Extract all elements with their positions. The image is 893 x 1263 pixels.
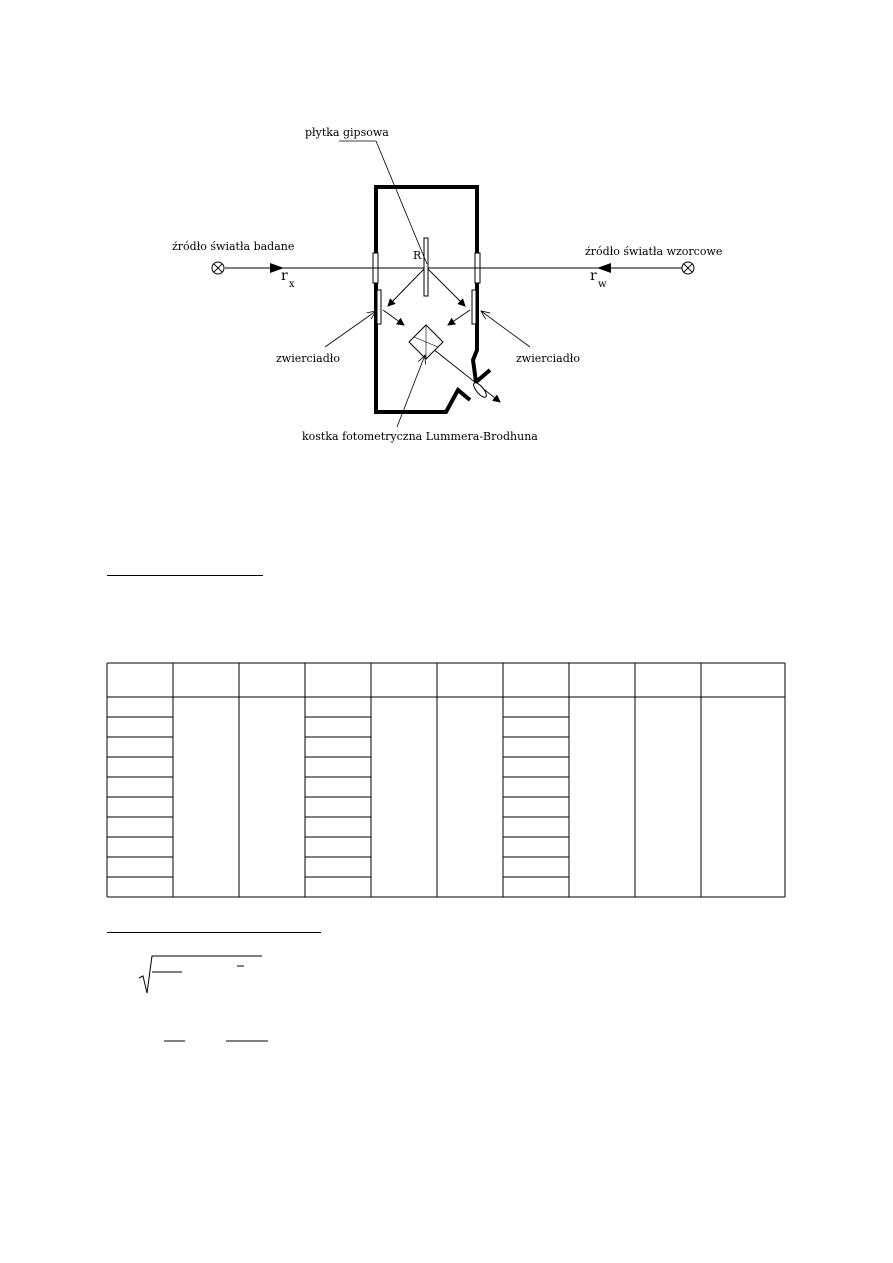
source-reference-icon (682, 262, 694, 274)
leader-plate-diag (376, 141, 427, 264)
arrow-right-source-icon (597, 263, 611, 273)
results-underline (107, 932, 321, 933)
photometric-cube (409, 325, 443, 359)
label-cube: kostka fotometryczna Lummera-Brodhuna (302, 430, 538, 443)
source-tested-icon (212, 262, 224, 274)
label-rx-sub: x (289, 279, 295, 290)
eyepiece-lens (472, 381, 489, 399)
label-plate: płytka gipsowa (305, 126, 389, 139)
photometer-diagram (0, 0, 893, 480)
label-mirror-right: zwierciadło (516, 352, 580, 365)
label-rx: r (281, 268, 288, 284)
label-rw-sub: w (598, 279, 607, 290)
label-source-reference: źródło światła wzorcowe (585, 245, 723, 258)
ray-right-mirror-to-cube (448, 310, 470, 325)
leader-mirror-left (325, 311, 376, 347)
formula-fragments (0, 945, 893, 1065)
leader-cube (397, 355, 425, 427)
ray-left-mirror-to-cube (383, 310, 404, 325)
mirror-left (377, 290, 381, 324)
label-point-r: R (413, 249, 422, 262)
ray-plate-to-left-mirror (388, 269, 424, 306)
measurement-table (0, 650, 893, 910)
ray-plate-to-right-mirror (428, 269, 465, 306)
square-root-sign (139, 956, 262, 993)
mirror-right (472, 290, 476, 324)
label-rw: r (590, 268, 597, 284)
leader-mirror-right (481, 311, 530, 347)
label-mirror-left: zwierciadło (276, 352, 340, 365)
label-source-tested: źródło światła badane (172, 240, 295, 253)
section-heading-underline (107, 575, 263, 576)
gypsum-plate (424, 238, 428, 296)
